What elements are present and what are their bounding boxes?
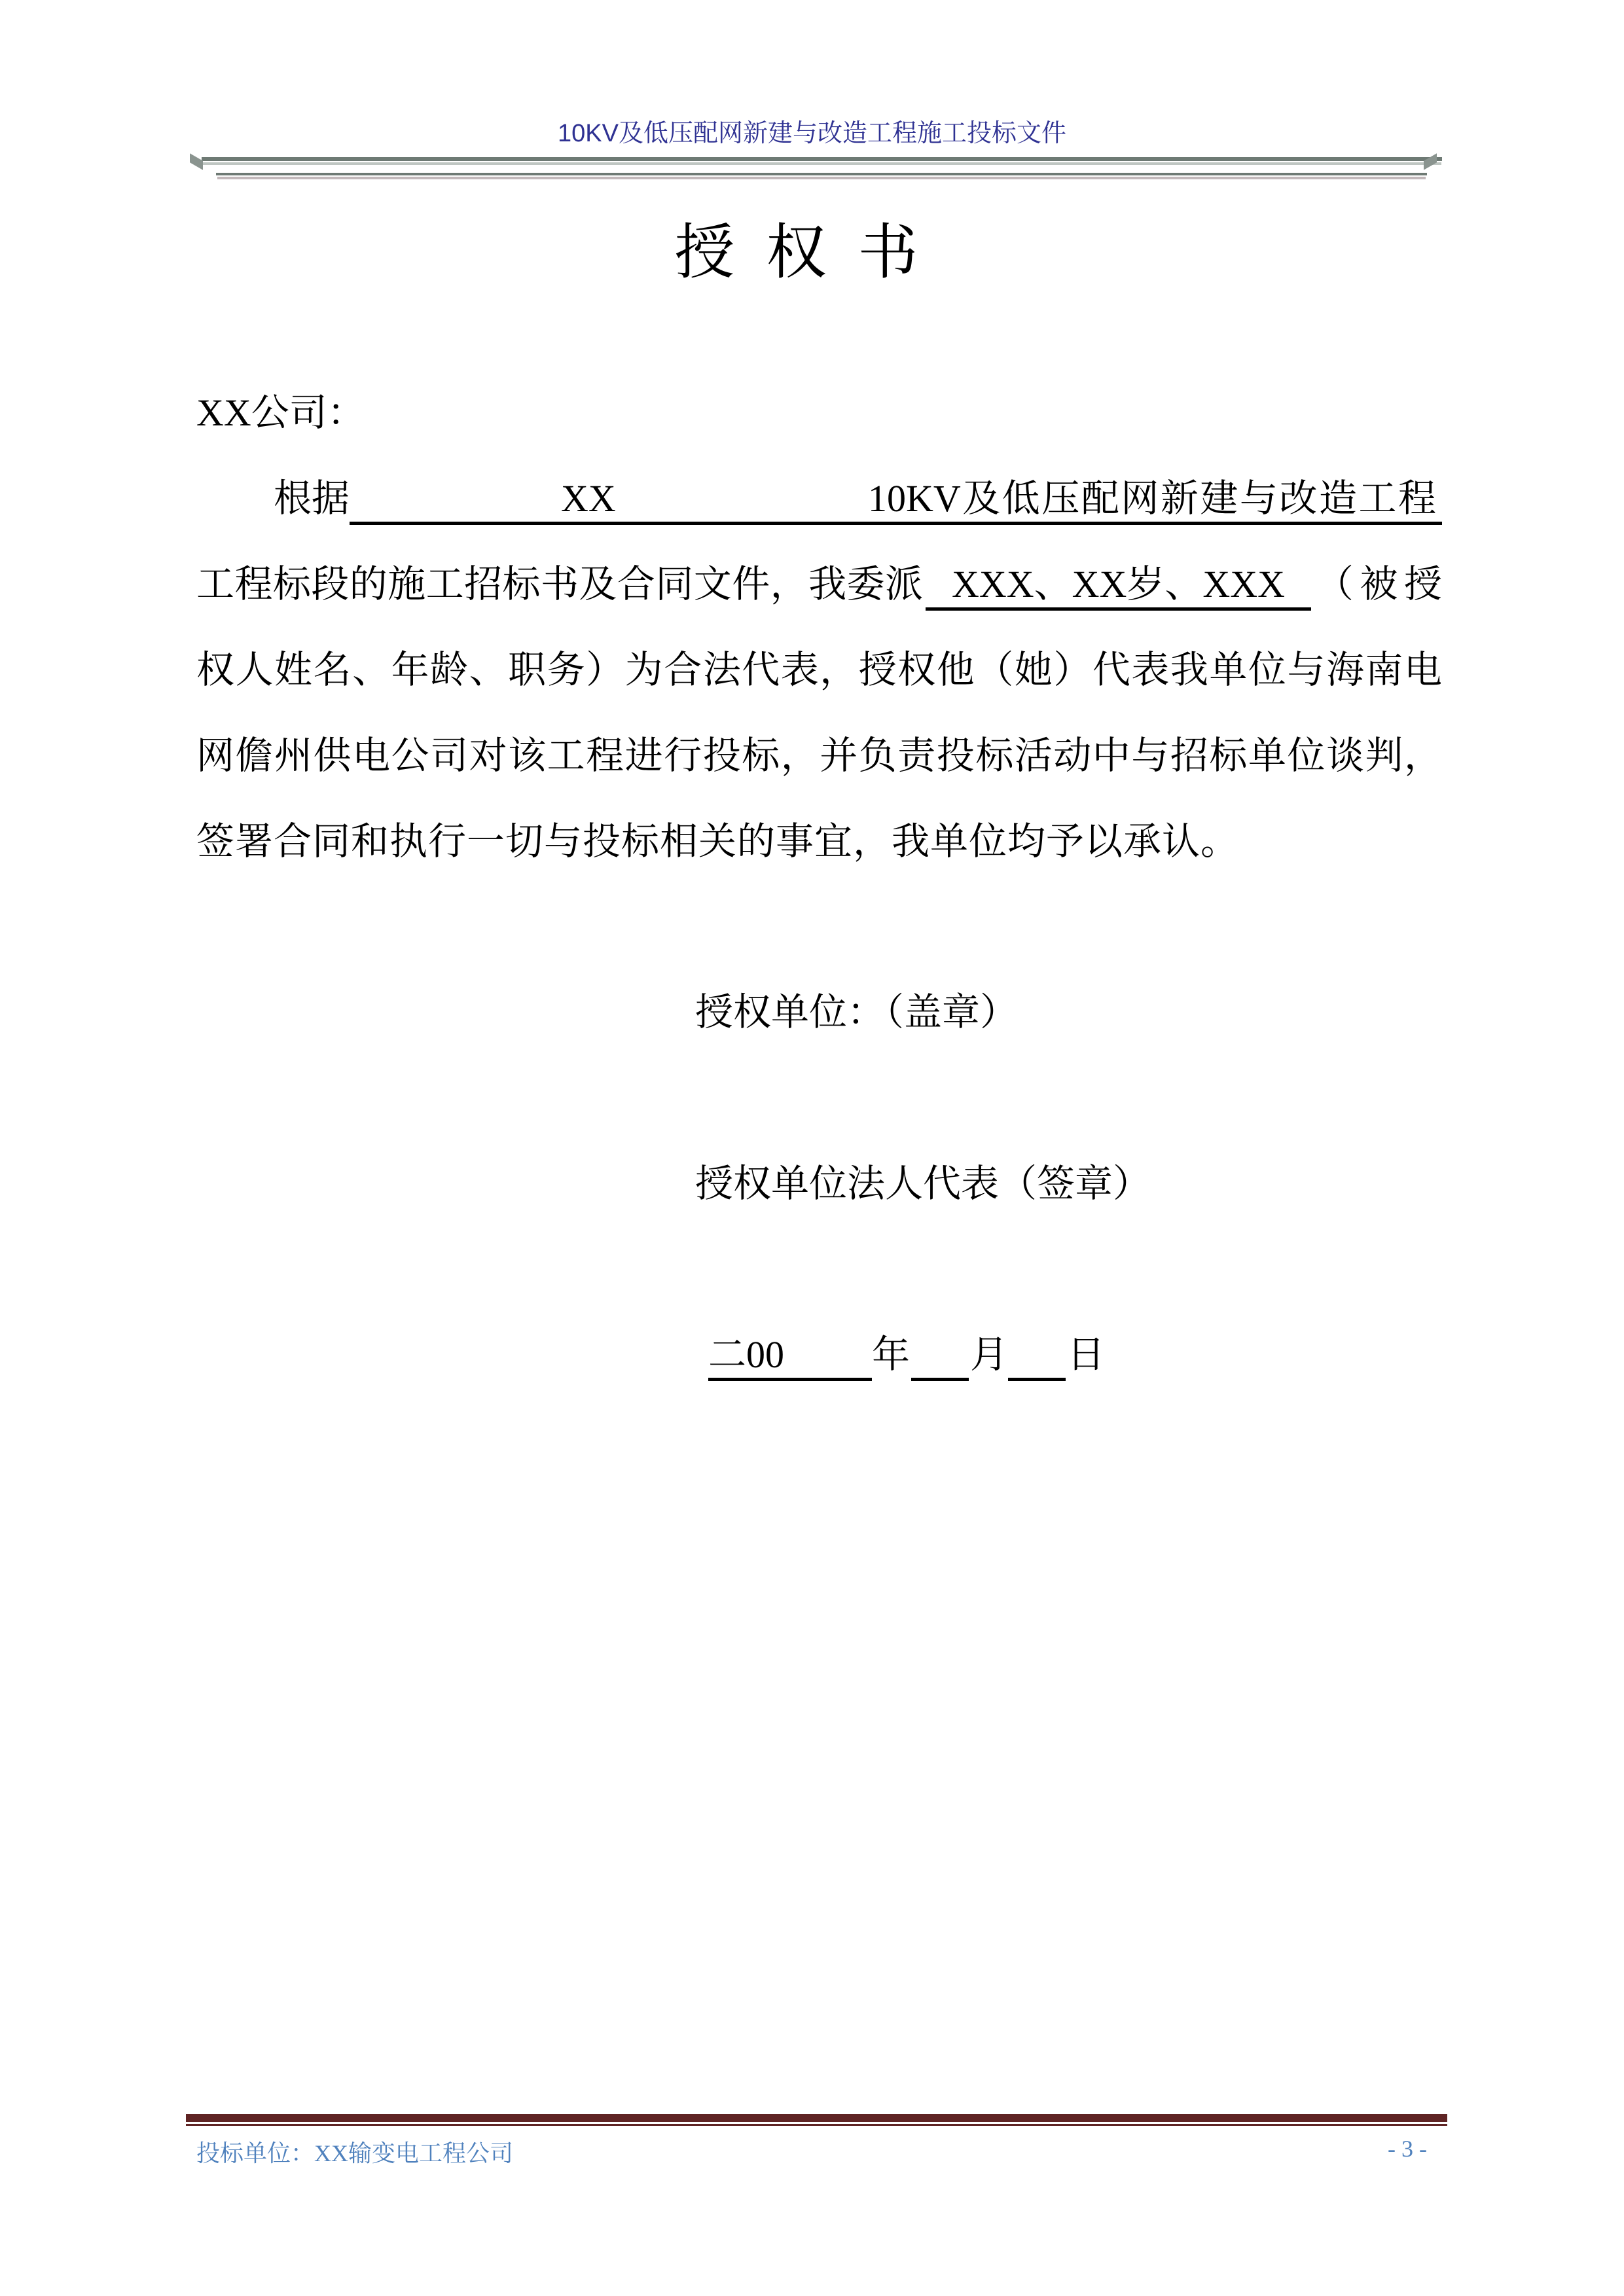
line1-project: 10KV及低压配网新建与改造工程 (868, 477, 1436, 520)
running-header: 10KV及低压配网新建与改造工程施工投标文件 (558, 120, 1066, 147)
date-year-blank: 二00 (708, 1332, 872, 1381)
date-day-label: 日 (1067, 1333, 1106, 1376)
document-title: 授权书 (674, 219, 950, 286)
line2-delegates: XXX、XX岁、XXX (926, 562, 1311, 611)
line1-prefix: 根据 (274, 477, 350, 520)
date-month-blank (911, 1332, 969, 1381)
line2-text: 工程标段的施工招标书及合同文件，我委派 (196, 563, 923, 605)
page-number: - 3 - (1388, 2136, 1427, 2162)
seal-label: 授权单位：（盖章） (695, 991, 1019, 1033)
addressee: XX公司： (196, 391, 365, 434)
paragraph-line-3: 权人姓名、年龄、职务）为合法代表，授权他（她）代表我单位与海南电 (196, 649, 1442, 691)
date-day-blank (1008, 1332, 1066, 1381)
date-month-label: 月 (970, 1333, 1009, 1376)
footer-company: 投标单位：XX输变电工程公司 (196, 2140, 513, 2166)
paragraph-line-5: 签署合同和执行一切与投标相关的事宜，我单位均予以承认。 (196, 820, 1240, 863)
signature-label: 授权单位法人代表（签章） (695, 1162, 1151, 1205)
paragraph-line-4: 网儋州供电公司对该工程进行投标，并负责投标活动中与招标单位谈判， (196, 734, 1442, 777)
line1-blank-value: XX (561, 477, 616, 520)
date-year-label: 年 (872, 1333, 911, 1376)
line2-suffix: （被授 (1316, 563, 1442, 605)
